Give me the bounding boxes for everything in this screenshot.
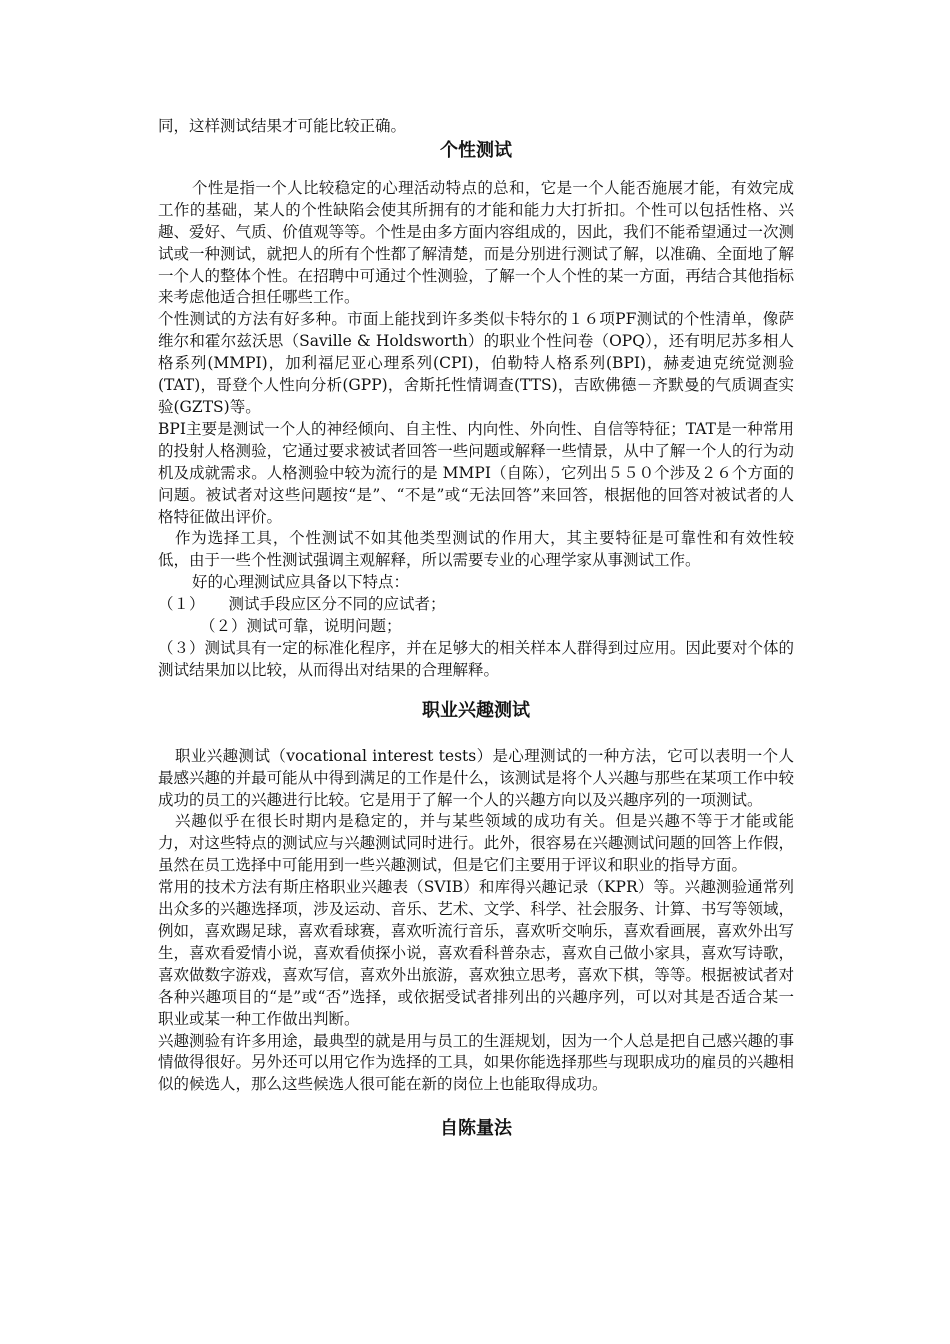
list-marker: （３）: [158, 638, 205, 657]
document-page: [158, 116, 794, 1142]
criteria-list: [158, 594, 794, 682]
personality-paragraph-3: BPI主要是测试一个人的神经倾向、自主性、内向性、外向性、自信等特征；TAT是一种常用的投射人格测验，它通过要求被试者回答一些问题或解释一些情景，从中了解一个人的行为动机及成就需求。人格测验中较为流行的是 MMPI（自陈），它列出５５０个涉及２６个方面的问题。被试者对这些问题按“是”、“不是”或“无法回答”来回答，根据他的回答对被试者的人格特征做出评价。: [158, 419, 794, 526]
list-item: [158, 594, 794, 616]
list-text: 测试可靠，说明问题；: [246, 617, 402, 636]
interest-paragraph-3: 常用的技术方法有斯庄格职业兴趣表（SVIB）和库得兴趣记录（KPR）等。兴趣测验通常列出众多的兴趣选择项，涉及运动、音乐、艺术、文学、科学、社会服务、计算、书写等领域，例如，喜欢踢足球，喜欢看球赛，喜欢听流行音乐，喜欢听交响乐，喜欢看画展，喜欢外出写生，喜欢看爱情小说，喜欢看侦探小说，喜欢看科普杂志，喜欢自己做小家具，喜欢写诗歌，喜欢做数字游戏，喜欢写信，喜欢外出旅游，喜欢独立思考，喜欢下棋，等等。根据被试者对各种兴趣项目的“是”或“否”选择，或依据受试者排列出的兴趣序列，可以对其是否适合某一职业或某一种工作做出判断。: [158, 878, 794, 1028]
personality-paragraph-5: 好的心理测试应具备以下特点：: [192, 573, 410, 592]
list-text: 测试手段应区分不同的应试者；: [228, 595, 446, 614]
personality-paragraph-1: 个性是指一个人比较稳定的心理活动特点的总和，它是一个人能否施展才能，有效完成工作的基础，某人的个性缺陷会使其所拥有的才能和能力大打折扣。个性可以包括性格、兴趣、爱好、气质、价值观等等。个性是由多方面内容组成的，因此，我们不能希望通过一次测试或一种测试，就把人的所有个性都了解清楚，而是分别进行测试了解，以准确、全面地了解一个人的整体个性。在招聘中可通过个性测验，了解一个人个性的某一方面，再结合其他指标来考虑他适合担任哪些工作。: [158, 178, 794, 307]
list-text: 测试具有一定的标准化程序，并在足够大的相关样本人群得到过应用。因此要对个体的测试结果加以比较，从而得出对结果的合理解释。: [158, 638, 794, 679]
list-item: [158, 638, 794, 682]
interest-paragraph-4: 兴趣测验有许多用途，最典型的就是用与员工的生涯规划，因为一个人总是把自己感兴趣的事情做得很好。另外还可以用它作为选择的工具，如果你能选择那些与现职成功的雇员的兴趣相似的候选人，那么这些候选人很可能在新的岗位上也能取得成功。: [158, 1031, 794, 1094]
intro-line: 同，这样测试结果才可能比较正确。: [158, 117, 407, 135]
personality-paragraph-4: 作为选择工具，个性测试不如其他类型测试的作用大，其主要特征是可靠性和有效性较低，由于一些个性测试强调主观解释，所以需要专业的心理学家从事测试工作。: [158, 529, 794, 570]
interest-paragraph-2: 兴趣似乎在很长时期内是稳定的，并与某些领域的成功有关。但是兴趣不等于才能或能力，对这些特点的测试应与兴趣测试同时进行。此外，很容易在兴趣测试问题的回答上作假，虽然在员工选择中可能用到一些兴趣测试，但是它们主要用于评议和职业的指导方面。: [158, 812, 794, 875]
section-heading-vocational-interest: 职业兴趣测试: [422, 699, 530, 721]
section-heading-personality: 个性测试: [440, 139, 512, 161]
list-marker: （１）: [158, 595, 205, 614]
section-heading-self-report: 自陈量法: [440, 1118, 512, 1140]
list-item: [158, 616, 794, 638]
personality-paragraph-2: 个性测试的方法有好多种。市面上能找到许多类似卡特尔的１６项PF测试的个性清单，像萨维尔和霍尔兹沃思（Saville & Holdsworth）的职业个性问卷（OPQ），还有明尼苏多相人格系列(MMPI)，加利福尼亚心理系列(CPI)，伯勒特人格系列(BPI)，赫麦迪克统觉测验(TAT)，哥登个人性向分析(GPP)，舍斯托性情调查(TTS)，吉欧佛德－齐默曼的气质调查实验(GZTS)等。: [158, 310, 794, 416]
interest-paragraph-1: 职业兴趣测试（vocational interest tests）是心理测试的一种方法，它可以表明一个人最感兴趣的并最可能从中得到满足的工作是什么，该测试是将个人兴趣与那些在某项工作中较成功的员工的兴趣进行比较。它是用于了解一个人的兴趣方向以及兴趣序列的一项测试。: [158, 746, 794, 809]
list-marker: （２）: [200, 617, 247, 636]
